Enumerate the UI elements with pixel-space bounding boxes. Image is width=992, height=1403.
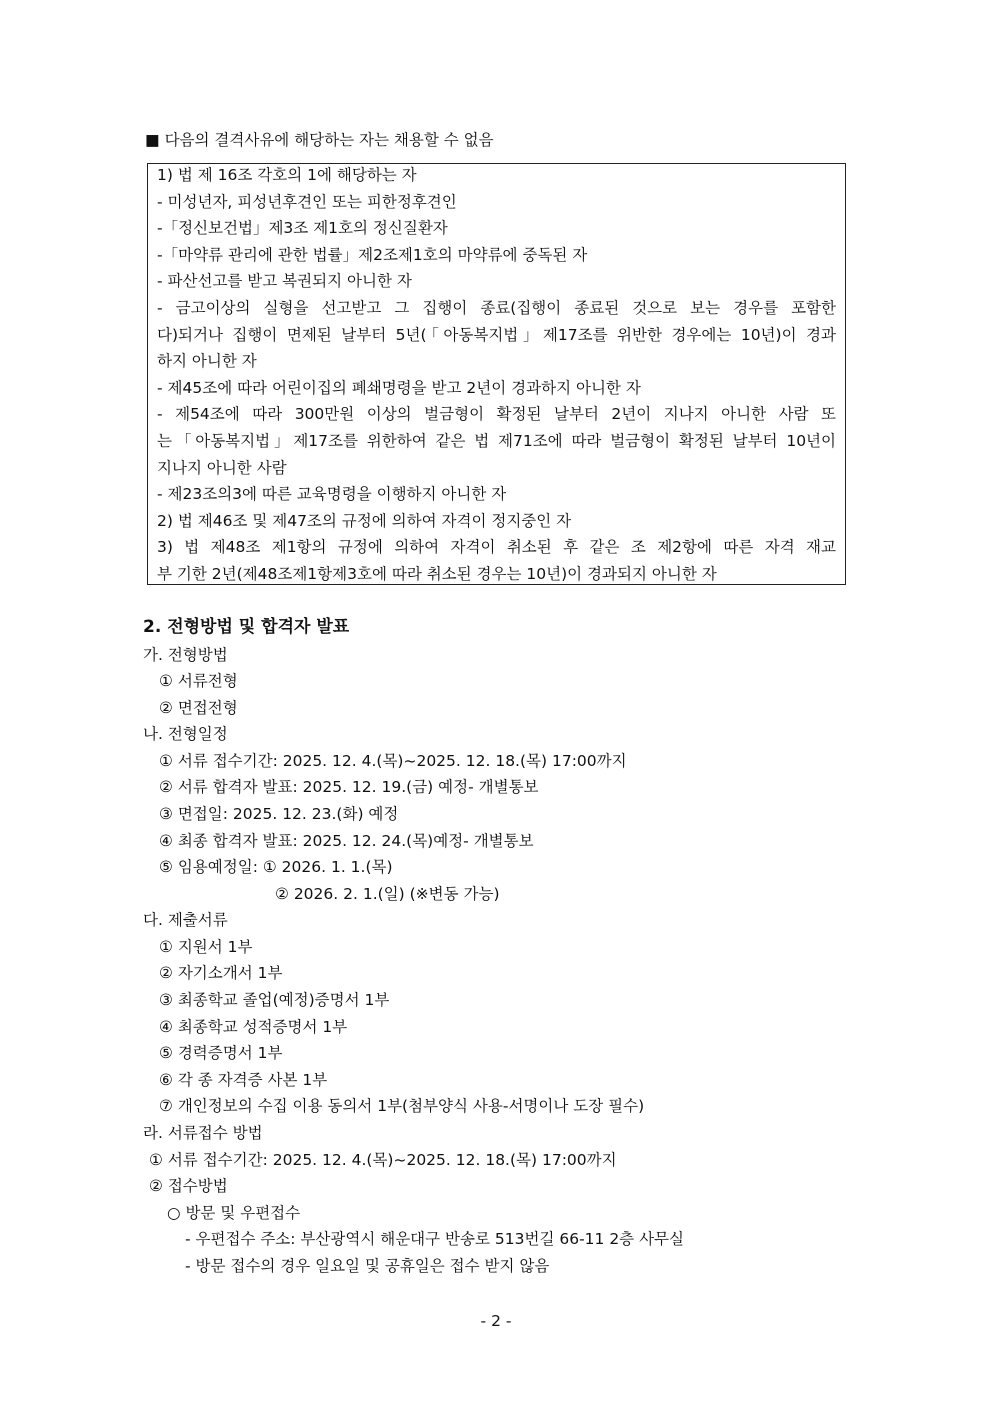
subsection-ga-title: 가. 전형방법 xyxy=(143,646,228,664)
page-number: - 2 - xyxy=(480,1312,512,1330)
list-item: ① 서류전형 xyxy=(159,672,238,690)
box-line: 부 기한 2년(제48조제1항제3호에 따라 취소된 경우는 10년)이 경과되지 아니한 자 xyxy=(157,565,717,583)
list-item: ④ 최종 합격자 발표: 2025. 12. 24.(목)예정- 개별통보 xyxy=(159,832,534,850)
list-item: ① 서류 접수기간: 2025. 12. 4.(목)~2025. 12. 18.(목) 17:00까지 xyxy=(149,1151,617,1169)
list-item: ③ 면접일: 2025. 12. 23.(화) 예정 xyxy=(159,805,399,823)
list-item: ⑦ 개인정보의 수집 이용 동의서 1부(첨부양식 사용-서명이나 도장 필수) xyxy=(159,1097,645,1115)
box-line: - 미성년자, 피성년후견인 또는 피한정후견인 xyxy=(157,193,457,211)
list-item-continuation: ② 2026. 2. 1.(일) (※변동 가능) xyxy=(275,885,500,903)
sub-list-item: ○ 방문 및 우편접수 xyxy=(167,1204,301,1222)
box-line: 1) 법 제 16조 각호의 1에 해당하는 자 xyxy=(157,166,417,184)
list-item: ② 서류 합격자 발표: 2025. 12. 19.(금) 예정- 개별통보 xyxy=(159,778,539,796)
box-line: - 금고이상의 실형을 선고받고 그 집행이 종료(집행이 종료된 것으로 보는 경우를 포함한 xyxy=(157,299,836,317)
list-item: ⑥ 각 종 자격증 사본 1부 xyxy=(159,1071,328,1089)
section-title: 2. 전형방법 및 합격자 발표 xyxy=(143,617,350,637)
box-line: - 제54조에 따라 300만원 이상의 벌금형이 확정된 날부터 2년이 지나지 아니한 사람 또 xyxy=(157,405,836,423)
list-item: ⑤ 경력증명서 1부 xyxy=(159,1044,283,1062)
list-item: ① 서류 접수기간: 2025. 12. 4.(목)~2025. 12. 18.(목) 17:00까지 xyxy=(159,752,627,770)
list-item: ② 접수방법 xyxy=(149,1177,228,1195)
list-item: ⑤ 임용예정일: ① 2026. 1. 1.(목) xyxy=(159,858,393,876)
box-line: 는「아동복지법」제17조를 위한하여 같은 법 제71조에 따라 벌금형이 확정된 날부터 10년이 xyxy=(157,432,836,450)
list-item: ② 자기소개서 1부 xyxy=(159,964,283,982)
sub-list-detail: - 방문 접수의 경우 일요일 및 공휴일은 접수 받지 않음 xyxy=(185,1257,550,1275)
list-item: ③ 최종학교 졸업(예정)증명서 1부 xyxy=(159,991,390,1009)
box-line: 3) 법 제48조 제1항의 규정에 의하여 자격이 취소된 후 같은 조 제2항에 따른 자격 재교 xyxy=(157,538,836,556)
list-item: ④ 최종학교 성적증명서 1부 xyxy=(159,1018,348,1036)
box-line: 지나지 아니한 사람 xyxy=(157,459,287,477)
subsection-na-title: 나. 전형일정 xyxy=(143,725,228,743)
subsection-ra-title: 라. 서류접수 방법 xyxy=(143,1124,263,1142)
box-line: - 제45조에 따라 어린이집의 폐쇄명령을 받고 2년이 경과하지 아니한 자 xyxy=(157,379,641,397)
box-line: -「마약류 관리에 관한 법률」제2조제1호의 마약류에 중독된 자 xyxy=(157,246,588,264)
disqualification-box xyxy=(147,163,846,585)
list-item: ② 면접전형 xyxy=(159,699,238,717)
list-item: ① 지원서 1부 xyxy=(159,938,253,956)
box-line: - 제23조의3에 따른 교육명령을 이행하지 아니한 자 xyxy=(157,485,507,503)
box-line: 다)되거나 집행이 면제된 날부터 5년(「아동복지법」제17조를 위반한 경우에는 10년)이 경과 xyxy=(157,326,836,344)
box-line: -「정신보건법」제3조 제1호의 정신질환자 xyxy=(157,219,448,237)
box-line: - 파산선고를 받고 복권되지 아니한 자 xyxy=(157,272,412,290)
disqualification-heading: ■ 다음의 결격사유에 해당하는 자는 채용할 수 없음 xyxy=(145,131,494,149)
sub-list-detail: - 우편접수 주소: 부산광역시 해운대구 반송로 513번길 66-11 2층 사무실 xyxy=(185,1230,684,1248)
subsection-da-title: 다. 제출서류 xyxy=(143,911,228,929)
box-line: 2) 법 제46조 및 제47조의 규정에 의하여 자격이 정지중인 자 xyxy=(157,512,572,530)
box-line: 하지 아니한 자 xyxy=(157,352,257,370)
